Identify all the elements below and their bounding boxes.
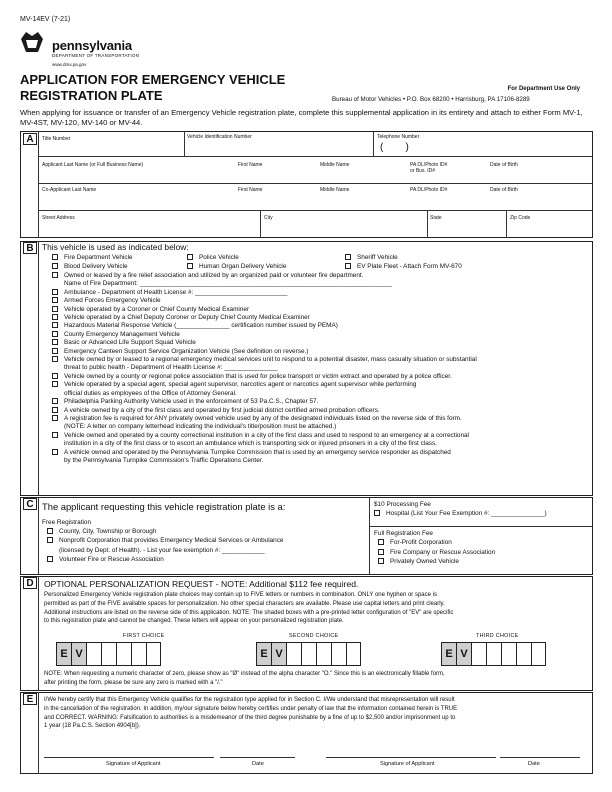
brand-url: www.dmv.pa.gov xyxy=(52,62,87,67)
plate-char-input[interactable] xyxy=(517,643,532,665)
section-b-heading: This vehicle is used as indicated below: xyxy=(42,242,189,252)
checkbox[interactable] xyxy=(52,263,58,269)
page-title: APPLICATION FOR EMERGENCY VEHICLE REGISTRATION PLATE xyxy=(20,72,286,103)
full-fee: Full Registration Fee For-Profit Corporation Fire Company or Rescue Association Privately Owned Vehicle xyxy=(374,530,496,566)
plate-char-input[interactable] xyxy=(532,643,547,665)
plate-prefix-v: V xyxy=(272,643,287,665)
signature-line-1[interactable] xyxy=(44,757,214,758)
option-life-support[interactable]: Basic or Advanced Life Support Squad Vehicle xyxy=(52,339,592,347)
plate-prefix-v: V xyxy=(457,643,472,665)
date-line-2[interactable] xyxy=(500,757,580,758)
checkbox[interactable] xyxy=(52,449,58,455)
title-number-label: Title Number xyxy=(42,136,71,142)
option-private-vehicle[interactable]: A registration fee is required for ANY privately owned vehicle used by any of the designated individuals listed on the reverse side of this form. xyxy=(52,415,592,423)
section-letter: B xyxy=(23,242,37,254)
checkbox[interactable] xyxy=(52,254,58,260)
middle-name-label: Middle Name xyxy=(320,162,350,168)
checkbox[interactable] xyxy=(187,263,193,269)
signature-line-2[interactable] xyxy=(326,757,496,758)
option-hazmat[interactable]: Hazardous Material Response Vehicle (_______________ certification number issued by PEMA) xyxy=(52,322,592,330)
checkbox[interactable] xyxy=(47,556,53,562)
option-parking-authority[interactable]: Philadelphia Parking Authority Vehicle used in the enforcement of 53 Pa.C.S., Chapter 57. xyxy=(52,398,592,406)
option-canteen[interactable]: Emergency Canteen Support Service Organization Vehicle (See definition on reverse.) xyxy=(52,348,592,356)
checkbox[interactable] xyxy=(378,549,384,555)
vin-label: Vehicle Identification Number xyxy=(187,134,252,140)
co-middle-label: Middle Name xyxy=(320,187,350,193)
section-c-heading: The applicant requesting this vehicle registration plate is a: xyxy=(42,501,286,512)
option-county[interactable]: County, City, Township or Borough xyxy=(42,527,284,536)
option-volunteer-fire[interactable]: Volunteer Fire or Rescue Association xyxy=(42,555,284,564)
plate-char-input[interactable] xyxy=(502,643,517,665)
dept-use-label: For Department Use Only xyxy=(507,86,580,92)
option-county-ema[interactable]: County Emergency Management Vehicle xyxy=(52,331,592,339)
plate-choice-2 xyxy=(256,642,361,666)
option-ambulance[interactable]: Ambulance - Department of Health License #: __________________________ xyxy=(52,289,592,297)
checkbox[interactable] xyxy=(52,373,58,379)
checkbox[interactable] xyxy=(52,415,58,421)
first-name-label: First Name xyxy=(238,162,263,168)
plate-char-input[interactable] xyxy=(332,643,347,665)
checkbox[interactable] xyxy=(345,263,351,269)
option-sheriff[interactable]: Sheriff Vehicle xyxy=(345,254,398,262)
checkbox[interactable] xyxy=(52,306,58,312)
brand-name: pennsylvania xyxy=(52,38,132,53)
co-dob-label: Date of Birth xyxy=(490,187,518,193)
checkbox[interactable] xyxy=(187,254,193,260)
co-first-label: First Name xyxy=(238,187,263,193)
item-continuation: official duties as employees of the Office of Attorney General. xyxy=(64,389,237,397)
intro-text: When applying for issuance or transfer of an Emergency Vehicle registration plate, complete this supplemental application in its entirety and attach to either Form MV-1, MV-4ST, MV-120, MV-140 or MV-44. xyxy=(20,108,583,127)
option-armed-forces[interactable]: Armed Forces Emergency Vehicle xyxy=(52,297,592,305)
checkbox[interactable] xyxy=(52,297,58,303)
zero-note: NOTE: When requesting a numeric character of zero, please show as "Ø" instead of the alpha character "O." Since this is an electronically fillable form, after printing the form, please be sure any zero is marked with a "/." xyxy=(44,671,445,686)
option-coroner[interactable]: Vehicle operated by a Coroner or Chief County Medical Examiner xyxy=(52,306,592,314)
plate-char-input[interactable] xyxy=(87,643,102,665)
option-nonprofit[interactable]: Nonprofit Corporation that provides Emergency Medical Services or Ambulance xyxy=(42,536,284,545)
city-label: City xyxy=(264,215,273,221)
section-letter: E xyxy=(23,693,37,705)
checkbox[interactable] xyxy=(52,432,58,438)
personalization-instructions: Personalized Emergency Vehicle registration plate choices may contain up to FIVE letters or numbers in combination. ONLY one hyphen or space is permitted as part of the FIVE available spaces for personalization. No other special characters are available. Please use capital letters and print clearly. Additional instructions are listed on the reverse side of this application. NOTE: The shaded boxes with a pre-printed letter configuration of "EV" are specific to this registration plate and cannot be changed. These letters will appear on your personalized registration plate. xyxy=(44,592,454,625)
item-continuation: by the Pennsylvania Turnpike Commission's Traffic Operations Center. xyxy=(64,456,264,464)
coapplicant-row-fields[interactable] xyxy=(42,196,582,208)
checkbox[interactable] xyxy=(52,272,58,278)
dob-label: Date of Birth xyxy=(490,162,518,168)
option-fleet[interactable]: EV Plate Fleet - Attach Form MV-670 xyxy=(345,263,462,271)
option-organ[interactable]: Human Organ Delivery Vehicle xyxy=(187,263,286,271)
dl-label: PA DL/Photo ID# or Bus. ID# xyxy=(410,162,448,174)
second-choice-label: SECOND CHOICE xyxy=(289,633,339,639)
checkbox[interactable] xyxy=(378,539,384,545)
checkbox[interactable] xyxy=(52,407,58,413)
dept-address: Bureau of Motor Vehicles • P.O. Box 68200 • Harrisburg, PA 17106-8289 xyxy=(332,96,530,103)
checkbox[interactable] xyxy=(52,398,58,404)
third-choice-label: THIRD CHOICE xyxy=(476,633,519,639)
checkbox[interactable] xyxy=(52,289,58,295)
item-continuation: threat to public health - Department of Health License #: _______________ xyxy=(64,364,278,372)
plate-choice-1 xyxy=(56,642,161,666)
checkbox[interactable] xyxy=(52,348,58,354)
plate-prefix-e: E xyxy=(442,643,457,665)
section-letter: C xyxy=(23,498,37,510)
option-hospital[interactable]: Hospital (List Your Fee Exemption #: _______________) xyxy=(374,509,547,518)
zip-label: Zip Code xyxy=(510,215,531,221)
brand-dept: DEPARTMENT OF TRANSPORTATION xyxy=(52,53,140,58)
plate-char-input[interactable] xyxy=(132,643,147,665)
option-fire-dept[interactable]: Fire Department Vehicle xyxy=(52,254,133,262)
free-label: Free Registration xyxy=(42,519,92,526)
item-continuation: (NOTE: A letter on company letterhead indicating the individual's title/position must be attached.) xyxy=(64,423,337,431)
plate-char-input[interactable] xyxy=(102,643,117,665)
checkbox[interactable] xyxy=(47,537,53,543)
checkbox[interactable] xyxy=(52,356,58,362)
option-police-assoc[interactable]: Vehicle owned by a county or regional police association that is used for police transport or victim extract and operated by a police officer. xyxy=(52,373,592,381)
checkbox[interactable] xyxy=(52,339,58,345)
option-turnpike[interactable]: A vehicle owned and operated by the Pennsylvania Turnpike Commission that is used by an emergency service responder as dispatched xyxy=(52,449,592,457)
keystone-logo-icon xyxy=(20,31,44,53)
checkbox[interactable] xyxy=(345,254,351,260)
checkbox[interactable] xyxy=(52,314,58,320)
co-dl-label: PA DL/Photo ID# xyxy=(410,187,448,193)
co-last-label: Co-Applicant Last Name xyxy=(42,187,97,193)
signature-label-2: Signature of Applicant xyxy=(380,761,435,767)
fire-dept-name-line[interactable]: Name of Fire Department: _______________________________________________________________________ xyxy=(64,280,392,288)
option-regional-ems[interactable]: Vehicle owned by or leased to a regional emergency medical services unit to respond to a potential disaster, mass casualty situation or substantial xyxy=(52,356,592,364)
plate-char-input[interactable] xyxy=(287,643,302,665)
plate-prefix-e: E xyxy=(57,643,72,665)
option-probation[interactable]: A vehicle owned by a city of the first class and operated by first judicial district certified armed probation officers. xyxy=(52,407,592,415)
fee-exemption-line[interactable]: (licensed by Dept. of Health). - List your fee exemption #: ____________ xyxy=(59,546,265,554)
processing-fee: $10 Processing Fee Hospital (List Your Fee Exemption #: _______________) xyxy=(374,501,547,518)
state-label: State xyxy=(430,215,442,221)
address-row-fields[interactable] xyxy=(42,224,582,236)
plate-prefix-e: E xyxy=(257,643,272,665)
first-choice-label: FIRST CHOICE xyxy=(123,633,165,639)
item-continuation: institution in a city of the first class or to escort an ambulance which is transporting sick or injured prisoners in a city of the first class. xyxy=(64,440,437,448)
date-line-1[interactable] xyxy=(220,757,295,758)
free-registration xyxy=(42,518,284,564)
form-code: MV-14EV (7-21) xyxy=(20,16,71,23)
applicant-row-fields[interactable] xyxy=(42,174,582,182)
signature-label-1: Signature of Applicant xyxy=(106,761,161,767)
option-deputy-coroner[interactable]: Vehicle operated by a Chief Deputy Coroner or Deputy Chief County Medical Examiner xyxy=(52,314,592,322)
option-police[interactable]: Police Vehicle xyxy=(187,254,239,262)
date-label-2: Date xyxy=(528,761,540,767)
option-private-owned[interactable]: Privately Owned Vehicle xyxy=(374,557,495,566)
phone-field[interactable]: ( ) xyxy=(380,142,409,153)
plate-char-input[interactable] xyxy=(302,643,317,665)
checkbox[interactable] xyxy=(47,528,53,534)
option-special-agent[interactable]: Vehicle operated by a special agent, special agent supervisor, narcotics agent or narcotics agent supervisor while performing xyxy=(52,381,592,389)
usage-options xyxy=(52,254,592,465)
option-blood[interactable]: Blood Delivery Vehicle xyxy=(52,263,128,271)
plate-char-input[interactable] xyxy=(117,643,132,665)
plate-prefix-v: V xyxy=(72,643,87,665)
option-relief-assoc[interactable]: Owned or leased by a fire relief association and utilized by an organized paid or volunteer fire department. xyxy=(52,272,592,280)
option-fire-company[interactable]: Fire Company or Rescue Association xyxy=(374,548,495,557)
option-correctional[interactable]: Vehicle owned and operated by a county correctional institution in a city of the first class and used to respond to an emergency at a correctional xyxy=(52,432,592,440)
plate-char-input[interactable] xyxy=(347,643,362,665)
plate-char-input[interactable] xyxy=(147,643,162,665)
plate-choice-3 xyxy=(441,642,546,666)
certification-text: I/We hereby certify that this Emergency Vehicle qualifies for the registration type applied for in Section C. I/We understand that misrepresentation will result in the cancellation of the registration. In addition, my/our signature below hereby certifies under penalty of law that the information contained herein is TRUE and CORRECT. WARNING: Falsification to authorities is a misdemeanor of the third degree punishable by a fine of up to $2,500 and/or imprisonment up to 1 year (18 Pa.C.S. Section 4904[b]). xyxy=(44,697,458,730)
checkbox[interactable] xyxy=(52,331,58,337)
checkbox[interactable] xyxy=(378,558,384,564)
option-for-profit[interactable]: For-Profit Corporation xyxy=(374,538,495,547)
section-letter: A xyxy=(23,133,37,145)
section-letter: D xyxy=(23,577,37,589)
title-number-field[interactable] xyxy=(42,143,182,155)
street-label: Street Address xyxy=(42,215,75,221)
last-name-label: Applicant Last Name (or Full Business Name) xyxy=(42,162,144,168)
plate-char-input[interactable] xyxy=(487,643,502,665)
section-d-heading: OPTIONAL PERSONALIZATION REQUEST - NOTE: Additional $112 fee required. xyxy=(44,579,359,589)
date-label-1: Date xyxy=(252,761,264,767)
plate-char-input[interactable] xyxy=(472,643,487,665)
phone-label: Telephone Number xyxy=(377,134,420,140)
checkbox[interactable] xyxy=(52,381,58,387)
plate-char-input[interactable] xyxy=(317,643,332,665)
checkbox[interactable] xyxy=(374,510,380,516)
checkbox[interactable] xyxy=(52,322,58,328)
vin-field[interactable] xyxy=(187,143,371,155)
